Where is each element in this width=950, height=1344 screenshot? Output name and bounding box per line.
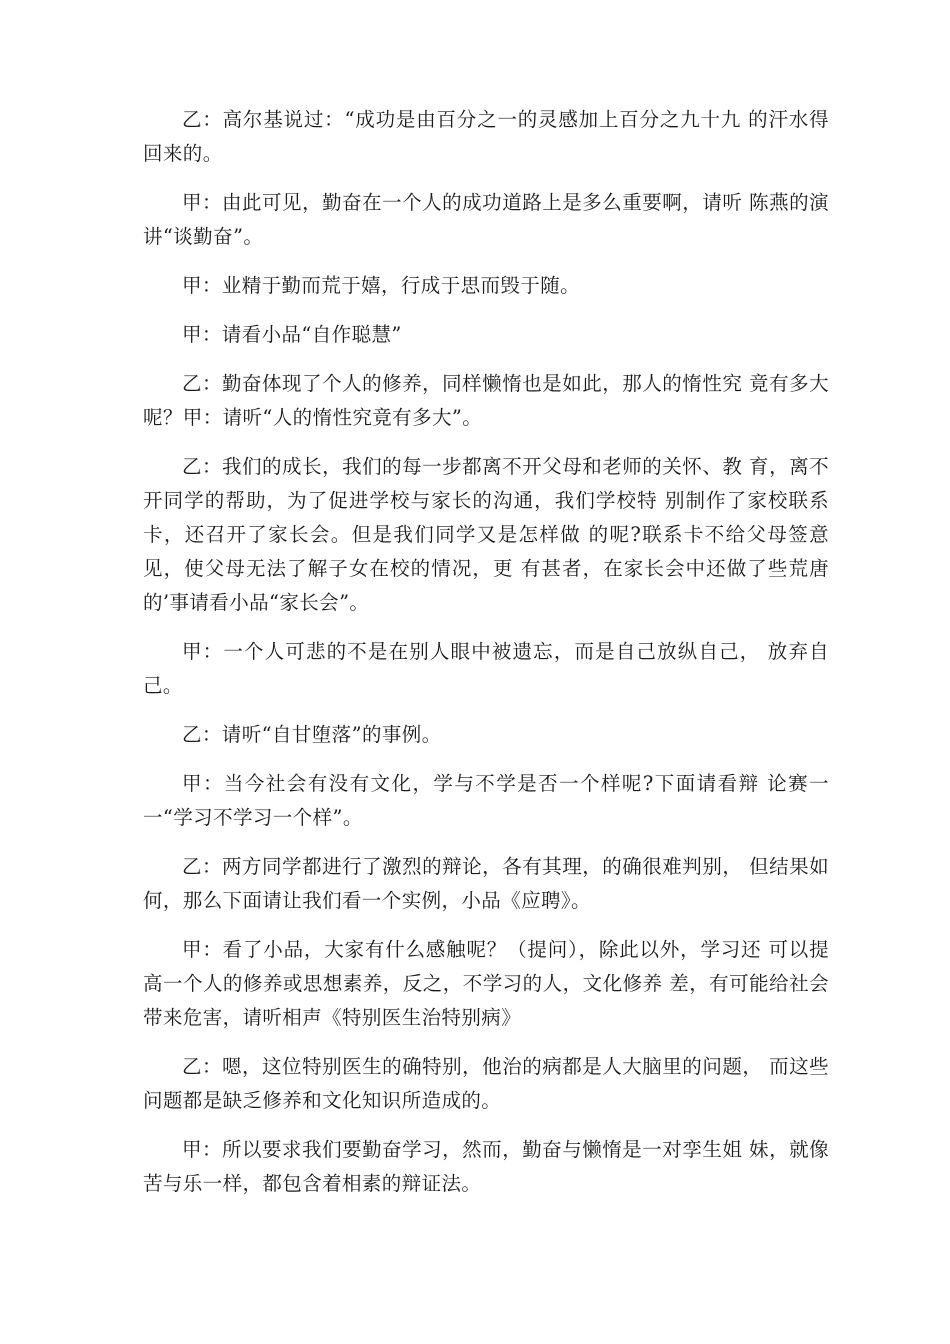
paragraph-10: 乙：两方同学都进行了激烈的辩论，各有其理，的确很难判别， 但结果如何，那么下面请让我们看一个实例，小品《应聘》。 [143, 855, 829, 912]
paragraph-7: 甲：一个人可悲的不是在别人眼中被遗忘，而是自己放纵自己， 放弃自己。 [143, 640, 829, 697]
paragraph-9: 甲：当今社会有没有文化，学与不学是否一个样呢?下面请看辩 论赛一一“学习不学习一个样”。 [143, 772, 829, 829]
paragraph-6: 乙：我们的成长，我们的每一步都离不开父母和老师的关怀、教 育，离不开同学的帮助，为了促进学校与家长的沟通，我们学校特 别制作了家校联系卡，还召开了家长会。但是我们同学又是怎样做 的呢?联系卡不给父母签意见，使父母无法了解子女在校的情况，更 有甚者，在家长会中还做了些荒唐的’事请看小品“家长会”。 [143, 455, 829, 614]
paragraph-1: 乙：高尔基说过：“成功是由百分之一的灵感加上百分之九十九 的汗水得回来的。 [143, 108, 829, 165]
paragraph-4: 甲：请看小品“自作聪慧” [182, 323, 402, 346]
paragraph-3: 甲：业精于勤而荒于嬉，行成于思而毁于随。 [182, 274, 581, 297]
document-page [143, 103, 829, 1216]
paragraph-8: 乙：请听“自甘堕落”的事例。 [182, 723, 442, 746]
paragraph-2: 甲：由此可见，勤奋在一个人的成功道路上是多么重要啊，请听 陈燕的演讲“谈勤奋”。 [143, 191, 829, 248]
paragraph-12: 乙：嗯，这位特别医生的确特别，他治的病都是人大脑里的问题， 而这些问题都是缺乏修养和文化知识所造成的。 [143, 1055, 829, 1112]
paragraph-13: 甲：所以要求我们要勤奋学习，然而，勤奋与懒惰是一对孪生姐 妹，就像苦与乐一样，都包含着相素的辩证法。 [143, 1138, 829, 1195]
paragraph-5: 乙：勤奋体现了个人的修养，同样懒惰也是如此，那人的惰性究 竟有多大呢？甲：请听“人的惰性究竟有多大”。 [143, 372, 829, 429]
paragraph-11: 甲：看了小品，大家有什么感触呢？（提问），除此以外，学习还 可以提高一个人的修养或思想素养，反之，不学习的人，文化修养 差，有可能给社会带来危害，请听相声《特别医生治特别病》 [143, 938, 829, 1029]
